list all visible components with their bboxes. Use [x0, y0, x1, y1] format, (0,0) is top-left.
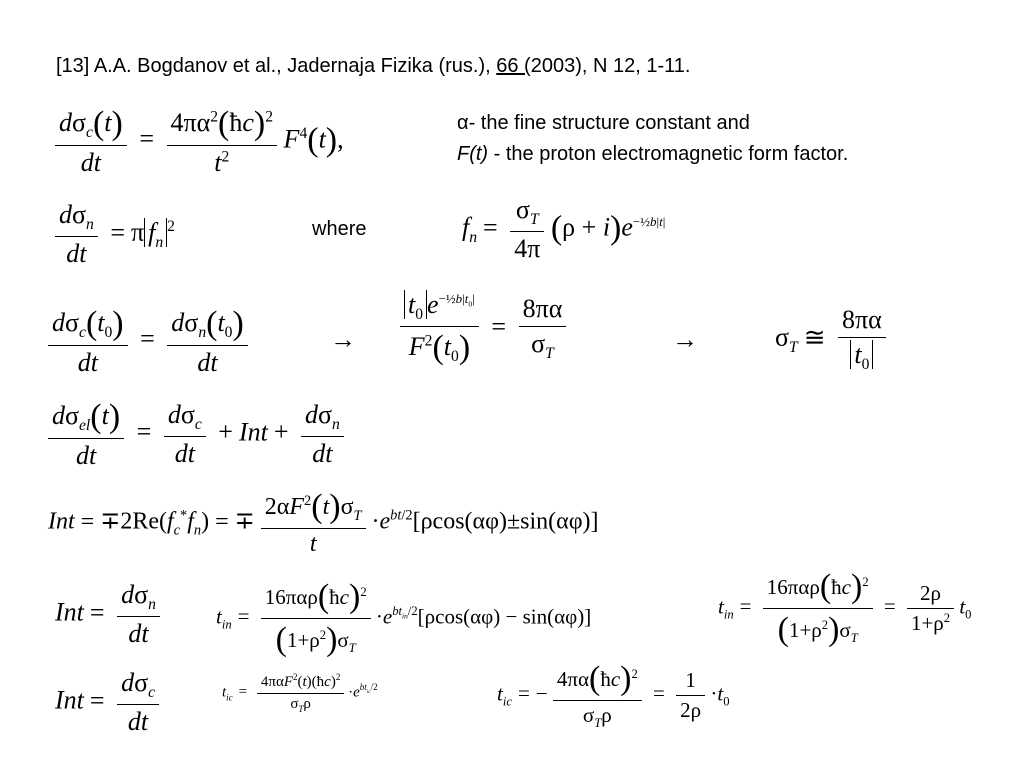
alpha-description: - the fine structure constant and	[468, 112, 750, 134]
equation-t-in-approx: $t_{in}$ = $\frac{16\pi\alpha\rho(ħc)^2}{(1+\rho^2)\sigma_T}$ = $\frac{2\rho}{1+\rho^2}$ $t_0$	[718, 568, 972, 648]
equation-nuclear-cross-section: $\frac{d\sigma_n}{dt}$ = π $f_n^2$	[55, 200, 175, 269]
note-alpha	[457, 112, 750, 135]
equation-t-in: $t_{in}$ = $\frac{16\pi\alpha\rho(ħc)^2}{(1+\rho^2)\sigma_T}$ $\cdot e^{bt_{in}/2}[\rho\cos(\alpha\varphi) - \sin(\alpha\varphi)]$	[216, 578, 592, 658]
form-factor-description: - the proton electromagnetic form factor.	[488, 143, 849, 165]
note-form-factor	[457, 143, 848, 166]
equation-sigma-total: $\sigma_T$ ≅ $\frac{8\pi\alpha}{t_0}$	[775, 305, 886, 374]
equation-t-ic-approx: $t_{ic}$ = − $\frac{4\pi\alpha(ħc)^2}{\sigma_T\rho}$ = $\frac{1}{2\rho}$ $\cdot t_0$	[497, 660, 730, 731]
equation-elastic-sum: $\frac{d\sigma_{el}(t)}{dt}$ = $\frac{d\sigma_c}{dt}$ + Int + $\frac{d\sigma_n}{dt}$	[48, 398, 344, 471]
equation-equality-t0: $\frac{d\sigma_c(t_0)}{dt}$ = $\frac{d\sigma_n(t_0)}{dt}$	[48, 305, 248, 378]
equation-coulomb-cross-section: $\frac{d\sigma_c(t)}{dt}$ = $\frac{4\pi\alpha^2(ħc)^2}{t^2}$ $F^4(t)$,	[55, 105, 344, 178]
where-label: where	[312, 218, 367, 240]
equation-t-ic: $t_{ic}$ = $\frac{4\pi\alpha F^2(t)(ħc)^2}{\sigma_T\rho}$ $\cdot e^{bt_{ic}/2}$	[222, 672, 378, 714]
arrow-right-1: →	[330, 325, 356, 354]
equation-t0-ratio: $\frac{t_0 e^{-\frac{1}{2}b|t_0|}}{F^2(t_0)}$ = $\frac{8\pi\alpha}{\sigma_T}$	[400, 290, 566, 367]
reference-prefix: [13] A.A. Bogdanov et al., Jadernaja Fizika (rus.),	[56, 55, 497, 77]
equation-interference: Int = $\mp 2Re(f_c^*f_n)$ = ∓ $\frac{2\alpha F^2(t)\sigma_T}{t}$ $\cdot e^{bt/2}[\rho\cos(\alpha\varphi)\pm\sin(\alpha\varphi)]$	[48, 488, 599, 557]
arrow-right-2: →	[672, 325, 698, 354]
equation-int-coulomb: Int = $\frac{d\sigma_c}{dt}$	[55, 668, 159, 737]
form-factor-symbol: F(t)	[457, 143, 489, 165]
reference-line	[56, 55, 690, 78]
equation-int-nuclear: Int = $\frac{d\sigma_n}{dt}$	[55, 580, 160, 649]
alpha-symbol: α	[457, 112, 469, 134]
reference-suffix: 2003), N 12, 1-11.	[530, 55, 691, 77]
reference-volume: 66 (	[496, 55, 531, 77]
equation-nuclear-amplitude: $f_n$ = $\frac{\sigma_T}{4\pi}$ $(\rho + i)e^{-\frac{1}{2}b|t|}$	[462, 195, 666, 264]
